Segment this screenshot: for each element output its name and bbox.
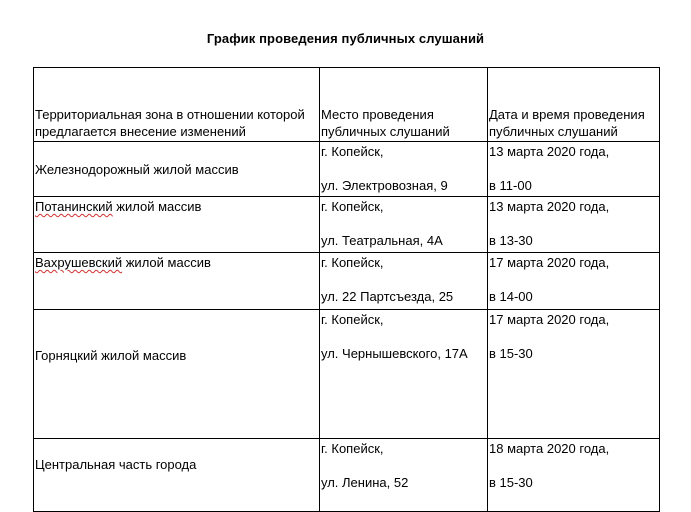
- place-street: ул. Чернышевского, 17А: [321, 346, 468, 361]
- header-zone-line-2: предлагается внесение изменений: [35, 124, 246, 139]
- place-city: г. Копейск,: [321, 255, 384, 270]
- place-street: ул. 22 Партсъезда, 25: [321, 289, 454, 304]
- zone-cell: [34, 197, 320, 253]
- zone-name-text: Горняцкий жилой массив: [35, 348, 187, 363]
- hearing-time: в 14-00: [489, 289, 533, 304]
- zone-name: [35, 198, 319, 215]
- header-place-line-2: публичных слушаний: [321, 124, 450, 139]
- place-cell: [320, 310, 488, 439]
- zone-name-misspelled: Вахрушевский: [35, 255, 123, 270]
- hearing-time: в 15-30: [489, 475, 533, 490]
- table-row: [34, 253, 660, 310]
- place-city: г. Копейск,: [321, 312, 384, 327]
- header-place-line-1: Место проведения: [321, 107, 434, 122]
- header-datetime-line-2: публичных слушаний: [489, 124, 618, 139]
- header-datetime: [488, 68, 660, 142]
- document-title: График проведения публичных слушаний: [206, 31, 485, 46]
- zone-name: [35, 254, 319, 271]
- hearing-date: 13 марта 2020 года,: [489, 199, 610, 214]
- header-zone-line-1: Территориальная зона в отношении которой: [35, 107, 305, 122]
- hearing-date: 17 марта 2020 года,: [489, 312, 610, 327]
- zone-name-misspelled: Потанинский: [35, 199, 113, 214]
- hearing-date: 17 марта 2020 года,: [489, 255, 610, 270]
- zone-name: [35, 161, 319, 178]
- table-header-row: [34, 68, 660, 142]
- hearing-date: 18 марта 2020 года,: [489, 441, 610, 456]
- header-datetime-line-1: Дата и время проведения: [489, 107, 645, 122]
- zone-name-text: жилой массив: [112, 199, 202, 214]
- place-city: г. Копейск,: [321, 441, 384, 456]
- hearing-time: в 15-30: [489, 346, 533, 361]
- datetime-cell: [488, 142, 660, 197]
- table-row: [34, 439, 660, 512]
- header-place: [320, 68, 488, 142]
- hearings-schedule-table: [33, 67, 660, 512]
- hearing-time: в 13-30: [489, 233, 533, 248]
- zone-name-text: Центральная часть города: [35, 457, 197, 472]
- zone-cell: [34, 439, 320, 512]
- header-zone: [34, 68, 320, 142]
- hearing-time: в 11-00: [489, 178, 532, 193]
- zone-name-text: Железнодорожный жилой массив: [35, 161, 239, 177]
- place-city: г. Копейск,: [321, 144, 384, 159]
- zone-name: [35, 347, 319, 364]
- zone-name: [35, 456, 319, 473]
- table-row: [34, 197, 660, 253]
- datetime-cell: [488, 310, 660, 439]
- place-street: ул. Театральная, 4А: [321, 233, 443, 248]
- zone-cell: [34, 253, 320, 310]
- place-cell: [320, 439, 488, 512]
- place-cell: [320, 142, 488, 197]
- datetime-cell: [488, 253, 660, 310]
- place-cell: [320, 253, 488, 310]
- zone-name-text: жилой массив: [122, 255, 211, 270]
- datetime-cell: [488, 439, 660, 512]
- zone-cell: [34, 310, 320, 439]
- place-street: ул. Электровозная, 9: [321, 178, 448, 193]
- table-row: [34, 142, 660, 197]
- place-cell: [320, 197, 488, 253]
- hearing-date: 13 марта 2020 года,: [489, 144, 610, 159]
- datetime-cell: [488, 197, 660, 253]
- place-city: г. Копейск,: [321, 199, 384, 214]
- zone-cell: [34, 142, 320, 197]
- table-row: [34, 310, 660, 439]
- place-street: ул. Ленина, 52: [321, 475, 409, 490]
